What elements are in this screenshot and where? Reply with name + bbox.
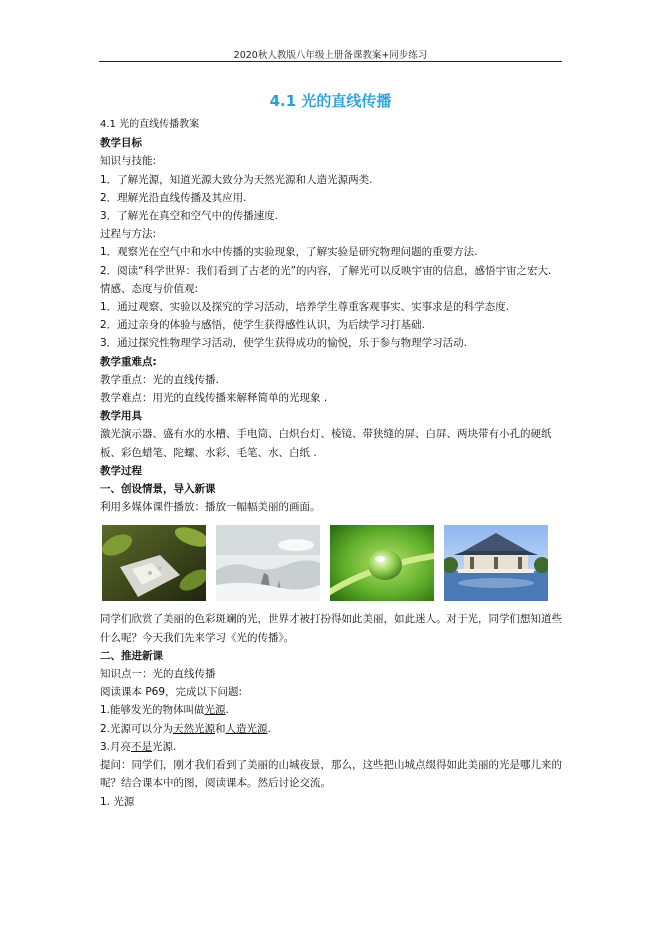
discussion-prompt: 提问：同学们，刚才我们看到了美丽的山城夜景，那么，这些把山城点缀得如此美丽的光是哪儿来的呢？结合课本中的图，阅读课本。然后讨论交流。: [100, 759, 562, 790]
page-header: 2020秋人教版八年级上册备课教案+同步练习: [233, 50, 428, 61]
tools-text: 激光演示器、盛有水的水槽、手电筒、白炽台灯、棱镜、带狭缝的屏、白屏、两块带有小孔的硬纸板、彩色蜡笔、陀螺、水彩、毛笔、水、白纸 .: [100, 428, 552, 459]
section1-heading: 一、创设情景，导入新课: [100, 483, 216, 496]
emotion-label: 情感、态度与价值观:: [100, 282, 199, 295]
section2-heading: 二、推进新课: [100, 649, 163, 662]
answer-blank: 人造光源: [225, 722, 268, 735]
document-body: [100, 116, 562, 811]
pavilion-image: [444, 525, 548, 601]
tools-heading: 教学用具: [100, 410, 142, 423]
key-difficulty: 教学难点：用光的直线传播来解释简单的光现象 .: [100, 392, 328, 405]
section1-intro: 利用多媒体课件播放：播放一幅幅美丽的画面。: [100, 501, 321, 514]
goals-heading: 教学目标: [100, 137, 142, 150]
answer-blank: 天然光源: [173, 722, 216, 735]
emotion-item: 2．通过亲身的体验与感悟，使学生获得感性认识，为后续学习打基础.: [100, 319, 426, 332]
knowledge-item: 3．了解光在真空和空气中的传播速度.: [100, 210, 279, 223]
lesson-subtitle: 4.1 光的直线传播教案: [100, 119, 200, 130]
water-droplet-image: [330, 525, 434, 601]
emotion-item: 1．通过观察、实验以及探究的学习活动，培养学生尊重客观事实、实事求是的科学态度.: [100, 301, 510, 314]
knowledge-item: 2．理解光沿直线传播及其应用.: [100, 191, 247, 204]
process-label: 过程与方法:: [100, 228, 157, 241]
process-item: 2．阅读“科学世界：我们看到了古老的光”的内容，了解光可以反映宇宙的信息，感悟宇宙之宏大.: [100, 264, 552, 277]
knowledge-item: 1．了解光源，知道光源大致分为天然光源和人造光源两类.: [100, 173, 373, 186]
knowledge-point-1: 知识点一：光的直线传播: [100, 668, 216, 681]
subsection-light-source: 1. 光源: [100, 795, 135, 808]
misty-landscape-image: [216, 525, 320, 601]
knowledge-label: 知识与技能:: [100, 155, 157, 168]
header-rule: [99, 61, 562, 62]
key-focus: 教学重点：光的直线传播.: [100, 373, 219, 386]
page-title: 4.1 光的直线传播: [269, 92, 392, 110]
question-1: 1.能够发光的物体叫做光源.: [100, 704, 229, 717]
answer-blank: 光源: [204, 704, 226, 717]
photo-strip: [102, 525, 562, 601]
process-item: 1．观察光在空气中和水中传播的实验现象，了解实验是研究物理问题的重要方法.: [100, 246, 478, 259]
reading-instruction: 阅读课本 P69，完成以下问题:: [100, 686, 243, 699]
key-points-heading: 教学重难点:: [100, 355, 157, 368]
leaf-light-image: [102, 525, 206, 601]
process-heading: 教学过程: [100, 464, 142, 477]
question-3: 3.月亮不是光源.: [100, 740, 177, 753]
emotion-item: 3．通过探究性物理学习活动，使学生获得成功的愉悦，乐于参与物理学习活动.: [100, 337, 468, 350]
section1-text: 同学们欣赏了美丽的色彩斑斓的光，世界才被打扮得如此美丽，如此迷人。对于光，同学们想知道些什么呢？今天我们先来学习《光的传播》。: [100, 613, 562, 644]
question-2: 2.光源可以分为天然光源和人造光源.: [100, 722, 271, 735]
answer-blank: 不是: [131, 740, 153, 753]
